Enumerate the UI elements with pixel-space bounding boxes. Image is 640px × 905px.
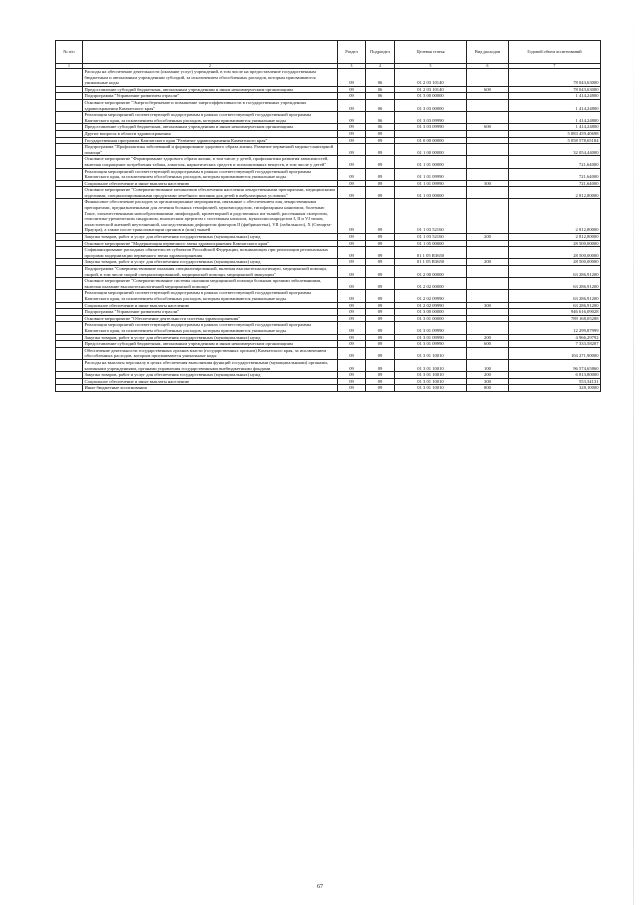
header-kind: Вид расходов	[467, 41, 509, 64]
row-kind: 300	[467, 302, 509, 309]
row-target: 01 1 01 00000	[395, 156, 467, 168]
table-row	[56, 144, 601, 156]
row-number	[56, 259, 83, 266]
row-section: 09	[338, 278, 366, 290]
row-target	[395, 130, 467, 137]
row-subsection: 06	[366, 99, 395, 111]
table-row	[56, 302, 601, 309]
row-amount: 28 500,00000	[509, 259, 601, 266]
scan-edge-shadow	[633, 0, 634, 905]
table-row	[56, 156, 601, 168]
row-amount: 6 813,80000	[509, 372, 601, 379]
table-row	[56, 309, 601, 316]
row-number	[56, 378, 83, 385]
table-row	[56, 322, 601, 334]
row-target: 01 3 01 10010	[395, 359, 467, 371]
header-row	[56, 41, 601, 64]
row-number	[56, 234, 83, 241]
row-name: Подпрограмма "Управление развитием отрасли"	[83, 309, 338, 316]
row-name: Софинансирование расходных обязательств субъектов Российской Федерации, возникающих при реализации региональных программ модернизации первичного звена здравоохранения	[83, 247, 338, 259]
table-row	[56, 99, 601, 111]
row-number	[56, 290, 83, 302]
row-name: Иные бюджетные ассигнования	[83, 385, 338, 392]
row-section: 09	[338, 234, 366, 241]
table-row	[56, 240, 601, 247]
row-name: Реализация мероприятий соответствующей подпрограммы в рамках соответствующей государственной программы Камчатского края, за исключением обособленных расходов, которым присваиваются уникальные коды	[83, 112, 338, 124]
index-cell: 3	[338, 64, 366, 69]
row-target: 01 2 03 10140	[395, 86, 467, 93]
row-section: 09	[338, 359, 366, 371]
row-number	[56, 266, 83, 278]
row-section: 09	[338, 341, 366, 348]
row-section: 09	[338, 69, 366, 87]
row-target: 01 3 01 09990	[395, 334, 467, 341]
table-row	[56, 86, 601, 93]
row-target: 01 1 05 00000	[395, 240, 467, 247]
row-amount: 63 286,91200	[509, 266, 601, 278]
row-target: 01 1 05 R3650	[395, 247, 467, 259]
row-amount: 78 043,63000	[509, 69, 601, 87]
row-number	[56, 302, 83, 309]
row-amount: 63 286,91200	[509, 290, 601, 302]
row-section: 09	[338, 334, 366, 341]
row-target: 01 1 03 52160	[395, 234, 467, 241]
table-row	[56, 359, 601, 371]
index-cell: 7	[509, 64, 601, 69]
row-number	[56, 385, 83, 392]
row-kind	[467, 156, 509, 168]
row-subsection: 09	[366, 234, 395, 241]
row-kind	[467, 309, 509, 316]
row-amount: 328,10000	[509, 385, 601, 392]
row-section: 09	[338, 187, 366, 199]
row-name: Финансовое обеспечение расходов за организационные мероприятия, связанные с обеспечением лиц лекарственными препаратами, предназначенными для лечения больных гемофилией, муковисцидозом, гипофизарным нанизмом, болезнью Гоше, злокачественными новообразованиями лимфоидной, кроветворной и родственных им тканей, рассеянным склерозом, гемолитико-уремическим синдромом, юношеским артритом с системным началом, мукополисахаридозом I, II и VI типов, апластической анемией неуточненной, наследственным дефицитом факторов II (фибриногена), VII (лабильного), X (Стюарта-Прауэра), а также после трансплантации органов и (или) тканей	[83, 199, 338, 234]
row-kind	[467, 99, 509, 111]
row-section: 09	[338, 385, 366, 392]
row-number	[56, 130, 83, 137]
row-name: Предоставление субсидий бюджетным, автономным учреждениям и иным некоммерческим организациям	[83, 341, 338, 348]
table-row	[56, 69, 601, 87]
row-subsection: 06	[366, 124, 395, 131]
row-target: 01 3 00 00000	[395, 93, 467, 100]
row-subsection: 06	[366, 93, 395, 100]
row-section: 09	[338, 309, 366, 316]
row-amount: 946 616,09028	[509, 309, 601, 316]
row-amount: 721,64000	[509, 156, 601, 168]
budget-table	[55, 40, 601, 392]
table-row	[56, 266, 601, 278]
row-target: 01 2 02 00000	[395, 278, 467, 290]
document-page	[55, 40, 600, 392]
table-row	[56, 378, 601, 385]
row-section: 09	[338, 124, 366, 131]
row-section: 09	[338, 180, 366, 187]
row-section: 09	[338, 86, 366, 93]
row-amount: 721,64000	[509, 180, 601, 187]
row-amount: 104 271,90000	[509, 347, 601, 359]
row-amount: 28 500,00000	[509, 247, 601, 259]
table-row	[56, 168, 601, 180]
table-row	[56, 199, 601, 234]
row-name: Расходы на обеспечение деятельности (оказание услуг) учреждений, в том числе на предоставление государственным бюджетным и автономным учреждениям субсидий, за исключением обособленных расходов, которым присваиваются уникальные коды	[83, 69, 338, 87]
header-target: Целевая статья	[395, 41, 467, 64]
row-target: 01 1 01 09990	[395, 168, 467, 180]
table-row	[56, 234, 601, 241]
row-subsection: 09	[366, 322, 395, 334]
row-name: Основное мероприятие "Модернизация первичного звена здравоохранения Камчатского края"	[83, 240, 338, 247]
row-target: 01 2 02 09990	[395, 290, 467, 302]
row-subsection: 09	[366, 168, 395, 180]
table-row	[56, 112, 601, 124]
row-name: Реализация мероприятий соответствующей подпрограммы в рамках соответствующей государственной программы Камчатского края, за исключением обособленных расходов, которым присваиваются уникальные коды	[83, 168, 338, 180]
row-number	[56, 99, 83, 111]
table-body	[56, 69, 601, 392]
row-amount: 4 966,29792	[509, 334, 601, 341]
row-number	[56, 347, 83, 359]
row-amount: 32 054,44000	[509, 144, 601, 156]
row-name: Закупка товаров, работ и услуг для обеспечения государственных (муниципальных) нужд	[83, 259, 338, 266]
row-subsection: 09	[366, 290, 395, 302]
row-target: 01 2 00 00000	[395, 266, 467, 278]
row-subsection: 09	[366, 309, 395, 316]
row-number	[56, 199, 83, 234]
row-target: 01 0 00 00000	[395, 137, 467, 144]
row-number	[56, 156, 83, 168]
row-kind	[467, 278, 509, 290]
row-section: 09	[338, 240, 366, 247]
row-number	[56, 112, 83, 124]
row-number	[56, 69, 83, 87]
row-section: 09	[338, 99, 366, 111]
row-target: 01 3 01 10010	[395, 385, 467, 392]
row-kind: 600	[467, 124, 509, 131]
row-kind	[467, 168, 509, 180]
row-section: 09	[338, 302, 366, 309]
row-kind: 300	[467, 180, 509, 187]
row-kind: 600	[467, 86, 509, 93]
row-number	[56, 341, 83, 348]
row-amount: 63 286,91200	[509, 302, 601, 309]
row-amount: 12 299,87999	[509, 322, 601, 334]
header-subsection: Подраздел	[366, 41, 395, 64]
table-row	[56, 315, 601, 322]
row-section: 09	[338, 315, 366, 322]
row-section: 09	[338, 130, 366, 137]
row-subsection: 09	[366, 347, 395, 359]
row-kind	[467, 290, 509, 302]
row-kind	[467, 187, 509, 199]
row-amount: 5 083 459,40698	[509, 130, 601, 137]
row-target: 01 1 01 09990	[395, 180, 467, 187]
row-kind: 200	[467, 234, 509, 241]
row-name: Расходы на выплаты персоналу в целях обеспечения выполнения функций государственными (муниципальными) органами, казенными учреждениями, органами управления государственными внебюджетными фондами	[83, 359, 338, 371]
row-number	[56, 187, 83, 199]
row-section: 09	[338, 199, 366, 234]
row-kind: 200	[467, 334, 509, 341]
row-number	[56, 322, 83, 334]
row-number	[56, 309, 83, 316]
row-amount: 1 414,24800	[509, 112, 601, 124]
row-subsection: 09	[366, 302, 395, 309]
row-number	[56, 278, 83, 290]
table-row	[56, 290, 601, 302]
row-name: Социальное обеспечение и иные выплаты населению	[83, 180, 338, 187]
table-row	[56, 278, 601, 290]
header-section: Раздел	[338, 41, 366, 64]
row-number	[56, 180, 83, 187]
row-number	[56, 144, 83, 156]
index-cell: 2	[83, 64, 338, 69]
row-name: Предоставление субсидий бюджетным, автономным учреждениям и иным некоммерческим организациям	[83, 86, 338, 93]
row-target: 01 3 01 10010	[395, 372, 467, 379]
row-amount: 2 812,80000	[509, 234, 601, 241]
row-name: Основное мероприятие "Совершенствование механизмов обеспечения населения лекарственными препаратами, медицинскими изделиями, специализированными продуктами лечебного питания для детей в амбулаторных условиях"	[83, 187, 338, 199]
row-kind: 200	[467, 259, 509, 266]
row-kind: 600	[467, 341, 509, 348]
row-name: Подпрограмма "Совершенствование оказания специализированной, включая высокотехнологичную, медицинской помощи, скорой, в том числе скорой специализированной, медицинской помощи, медицинской эвакуации"	[83, 266, 338, 278]
page-number: 67	[317, 884, 323, 890]
row-subsection: 09	[366, 259, 395, 266]
row-name: Реализация мероприятий соответствующей подпрограммы в рамках соответствующей государственной программы Камчатского края, за исключением обособленных расходов, которым присваиваются уникальные коды	[83, 322, 338, 334]
row-amount: 721,64000	[509, 168, 601, 180]
row-number	[56, 124, 83, 131]
row-kind	[467, 199, 509, 234]
row-name: Подпрограмма "Профилактика заболеваний и формирование здорового образа жизни. Развитие первичной медико-санитарной помощи"	[83, 144, 338, 156]
row-section: 09	[338, 378, 366, 385]
row-number	[56, 315, 83, 322]
table-row	[56, 130, 601, 137]
row-amount: 96 574,65860	[509, 359, 601, 371]
row-name: Другие вопросы в области здравоохранения	[83, 130, 338, 137]
row-subsection: 09	[366, 130, 395, 137]
row-kind: 300	[467, 378, 509, 385]
row-kind: 800	[467, 385, 509, 392]
row-number	[56, 359, 83, 371]
row-section: 09	[338, 112, 366, 124]
row-subsection: 09	[366, 199, 395, 234]
row-kind	[467, 130, 509, 137]
row-target: 01 3 01 00000	[395, 315, 467, 322]
row-name: Обеспечение деятельности государственных органов власти (государственных органов) Камчатского края, за исключением обособленных расходов, которым присваиваются уникальные коды	[83, 347, 338, 359]
row-amount: 1 414,24800	[509, 124, 601, 131]
row-target: 01 1 00 00000	[395, 144, 467, 156]
row-name: Социальное обеспечение и иные выплаты населению	[83, 378, 338, 385]
row-amount: 1 414,24800	[509, 99, 601, 111]
header-amount: Годовой объем ассигнований	[509, 41, 601, 64]
table-row	[56, 385, 601, 392]
header-num: № п/п	[56, 41, 83, 64]
row-target: 01 3 01 09990	[395, 341, 467, 348]
row-kind	[467, 144, 509, 156]
row-amount: 1 414,24800	[509, 93, 601, 100]
row-subsection: 09	[366, 359, 395, 371]
row-section: 09	[338, 347, 366, 359]
row-name: Предоставление субсидий бюджетным, автономным учреждениям и иным некоммерческим организациям	[83, 124, 338, 131]
row-number	[56, 372, 83, 379]
table-row	[56, 180, 601, 187]
index-cell: 1	[56, 64, 83, 69]
row-amount: 28 500,00000	[509, 240, 601, 247]
row-amount: 553,34131	[509, 378, 601, 385]
index-cell: 4	[366, 64, 395, 69]
row-kind	[467, 247, 509, 259]
row-amount: 78 043,63000	[509, 86, 601, 93]
row-section: 09	[338, 144, 366, 156]
row-number	[56, 334, 83, 341]
table-row	[56, 137, 601, 144]
table-row	[56, 93, 601, 100]
row-amount: 789 168,05288	[509, 315, 601, 322]
index-cell: 5	[395, 64, 467, 69]
row-subsection: 06	[366, 69, 395, 87]
row-kind	[467, 266, 509, 278]
row-kind	[467, 315, 509, 322]
row-subsection: 09	[366, 187, 395, 199]
row-kind	[467, 322, 509, 334]
row-subsection: 09	[366, 144, 395, 156]
row-name: Государственная программа Камчатского края "Развитие здравоохранения Камчатского края"	[83, 137, 338, 144]
row-target: 01 2 02 09990	[395, 302, 467, 309]
row-section: 09	[338, 93, 366, 100]
table-row	[56, 124, 601, 131]
row-section: 09	[338, 259, 366, 266]
row-subsection: 09	[366, 315, 395, 322]
row-name: Основное мероприятие "Обеспечение деятельности системы здравоохранения"	[83, 315, 338, 322]
row-name: Основное мероприятие "Формирование здорового образа жизни, в том числе у детей, профилактика развития зависимостей, включая сокращение потребления табака, алкоголя, наркотических средств и психоактивных веществ, в том числе у детей"	[83, 156, 338, 168]
row-subsection: 09	[366, 247, 395, 259]
row-target: 01 3 01 10010	[395, 378, 467, 385]
table-row	[56, 187, 601, 199]
row-kind	[467, 347, 509, 359]
row-number	[56, 240, 83, 247]
row-section: 09	[338, 372, 366, 379]
row-number	[56, 93, 83, 100]
row-subsection: 09	[366, 372, 395, 379]
table-row	[56, 334, 601, 341]
row-subsection: 09	[366, 266, 395, 278]
row-section: 09	[338, 247, 366, 259]
table-row	[56, 372, 601, 379]
row-name: Закупка товаров, работ и услуг для обеспечения государственных (муниципальных) нужд	[83, 234, 338, 241]
row-section: 09	[338, 290, 366, 302]
row-subsection: 09	[366, 341, 395, 348]
row-subsection: 09	[366, 180, 395, 187]
row-number	[56, 86, 83, 93]
row-subsection: 09	[366, 278, 395, 290]
row-target: 01 1 05 R3650	[395, 259, 467, 266]
row-target: 01 3 03 00000	[395, 99, 467, 111]
row-amount: 5 058 578,65184	[509, 137, 601, 144]
row-target: 01 2 03 10140	[395, 69, 467, 87]
row-kind	[467, 93, 509, 100]
row-section: 09	[338, 137, 366, 144]
row-subsection: 06	[366, 86, 395, 93]
header-name	[83, 41, 338, 64]
row-target: 01 3 03 09990	[395, 112, 467, 124]
row-amount: 7 333,58207	[509, 341, 601, 348]
row-kind	[467, 240, 509, 247]
row-kind	[467, 137, 509, 144]
row-kind: 200	[467, 372, 509, 379]
row-name: Основное мероприятие "Совершенствование системы оказания медицинской помощи больным прочими заболеваниями, включая оказание высокотехнологичной медицинской помощи"	[83, 278, 338, 290]
table-row	[56, 247, 601, 259]
row-section: 09	[338, 322, 366, 334]
row-amount: 2 812,80000	[509, 199, 601, 234]
row-section: 09	[338, 266, 366, 278]
row-section: 09	[338, 156, 366, 168]
row-target: 01 3 01 09990	[395, 322, 467, 334]
row-name: Закупка товаров, работ и услуг для обеспечения государственных (муниципальных) нужд	[83, 334, 338, 341]
row-kind: 100	[467, 359, 509, 371]
row-name: Социальное обеспечение и иные выплаты населению	[83, 302, 338, 309]
index-cell: 6	[467, 64, 509, 69]
row-kind	[467, 112, 509, 124]
row-subsection: 06	[366, 112, 395, 124]
row-name: Основное мероприятие "Энергосбережение и повышение энергоэффективности в государственных учреждениях здравоохранения Камчатского края"	[83, 99, 338, 111]
row-name: Подпрограмма "Управление развитием отрасли"	[83, 93, 338, 100]
row-name: Реализация мероприятий соответствующей подпрограммы в рамках соответствующей государственной программы Камчатского края, за исключением обособленных расходов, которым присваиваются уникальные коды	[83, 290, 338, 302]
row-subsection: 09	[366, 334, 395, 341]
row-target: 01 3 00 00000	[395, 309, 467, 316]
row-subsection: 09	[366, 378, 395, 385]
row-target: 01 3 03 09990	[395, 124, 467, 131]
row-target: 01 1 03 00000	[395, 187, 467, 199]
row-number	[56, 247, 83, 259]
row-subsection: 09	[366, 156, 395, 168]
row-kind	[467, 69, 509, 87]
row-number	[56, 137, 83, 144]
row-subsection: 09	[366, 240, 395, 247]
row-target: 01 1 03 52160	[395, 199, 467, 234]
table-row	[56, 347, 601, 359]
row-name: Закупка товаров, работ и услуг для обеспечения государственных (муниципальных) нужд	[83, 372, 338, 379]
row-number	[56, 168, 83, 180]
table-row	[56, 341, 601, 348]
row-subsection: 09	[366, 385, 395, 392]
row-target: 01 3 01 10010	[395, 347, 467, 359]
row-subsection: 09	[366, 137, 395, 144]
row-section: 09	[338, 168, 366, 180]
row-amount: 63 286,91200	[509, 278, 601, 290]
table-row	[56, 259, 601, 266]
row-amount: 2 812,80000	[509, 187, 601, 199]
